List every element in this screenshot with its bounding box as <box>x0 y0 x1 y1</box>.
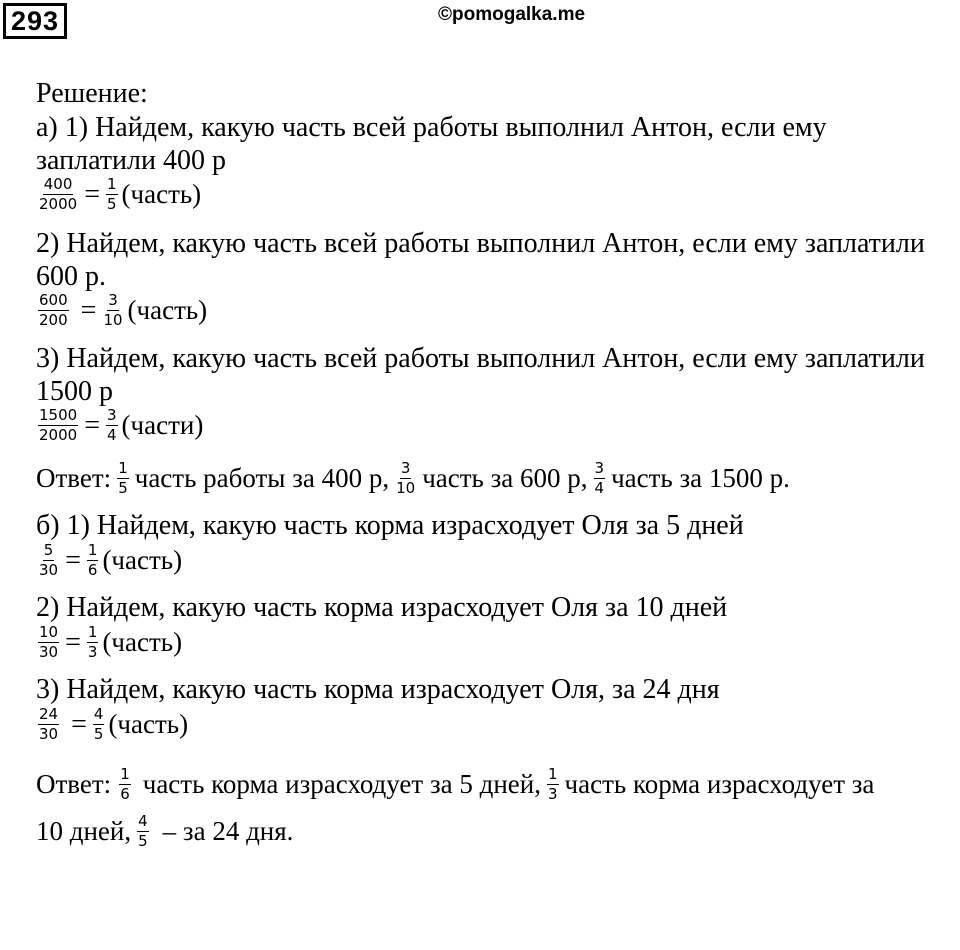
equals-sign: = <box>65 544 81 576</box>
equation-a2 <box>36 292 207 329</box>
numerator: 600 <box>39 291 68 309</box>
answer-fraction-2 <box>547 766 559 803</box>
numerator: 1 <box>106 175 117 193</box>
task-a3-line1: 3) Найдем, какую часть всей работы выполнил Антон, если ему заплатили <box>36 343 925 374</box>
denominator: 5 <box>93 725 104 743</box>
fraction-left <box>38 542 59 579</box>
task-b2: 2) Найдем, какую часть корма израсходует Оля за 10 дней <box>36 592 728 623</box>
numerator: 1 <box>547 765 558 783</box>
numerator: 1500 <box>39 406 78 424</box>
answer-fraction-1 <box>119 766 131 803</box>
answer-fraction-1 <box>117 460 129 497</box>
numerator: 5 <box>43 541 54 559</box>
numerator: 3 <box>594 459 605 477</box>
task-a2-line1: 2) Найдем, какую часть всей работы выполнил Антон, если ему заплатили <box>36 228 925 259</box>
equation-b1 <box>36 542 182 579</box>
unit-label: (часть) <box>108 709 189 739</box>
task-a2-line2: 600 р. <box>36 261 106 292</box>
fraction-right <box>93 706 105 743</box>
numerator: 3 <box>106 406 117 424</box>
fraction-right <box>87 542 99 579</box>
denominator: 10 <box>396 479 416 497</box>
equals-sign: = <box>84 409 100 441</box>
fraction-right <box>102 292 123 329</box>
equation-a1 <box>36 176 201 213</box>
denominator: 10 <box>103 311 123 329</box>
numerator: 10 <box>39 623 59 641</box>
equals-sign: = <box>80 294 97 326</box>
task-a3-line2: 1500 р <box>36 376 113 407</box>
answer-text-2: часть за 600 р, <box>422 463 588 493</box>
answer-text-1: часть корма израсходует за 5 дней, <box>142 769 541 799</box>
denominator: 200 <box>39 311 68 329</box>
denominator: 6 <box>120 785 130 803</box>
denominator: 2000 <box>39 195 78 213</box>
equals-sign: = <box>71 708 87 740</box>
answer-label: Ответ: <box>36 463 112 493</box>
denominator: 30 <box>39 561 59 579</box>
task-b1: б) 1) Найдем, какую часть корма израсходует Оля за 5 дней <box>36 510 744 541</box>
unit-label: (части) <box>121 410 204 440</box>
fraction-left <box>38 292 69 329</box>
unit-label: (часть) <box>121 179 202 209</box>
numerator: 3 <box>400 459 411 477</box>
fraction-right <box>87 624 99 661</box>
numerator: 1 <box>118 459 128 477</box>
solution-heading: Решение: <box>36 78 148 109</box>
equation-b2 <box>36 624 182 661</box>
task-b3: 3) Найдем, какую часть корма израсходует Оля, за 24 дня <box>36 674 720 705</box>
answer-fraction-2 <box>395 460 416 497</box>
numerator: 4 <box>93 705 104 723</box>
equation-a3 <box>36 407 203 444</box>
answer-text-2: часть корма израсходует за <box>564 769 875 799</box>
denominator: 5 <box>118 479 128 497</box>
equation-b3 <box>36 706 188 743</box>
unit-label: (часть) <box>102 627 183 657</box>
task-a1-line1: а) 1) Найдем, какую часть всей работы выполнил Антон, если ему <box>36 112 827 143</box>
denominator: 3 <box>547 785 558 803</box>
denominator: 5 <box>138 832 148 850</box>
denominator: 30 <box>39 643 59 661</box>
answer-fraction-3 <box>594 460 606 497</box>
denominator: 4 <box>106 426 117 444</box>
equals-sign: = <box>84 178 100 210</box>
problem-number-badge: 293 <box>3 3 67 39</box>
numerator: 400 <box>43 175 73 193</box>
answer-fraction-3 <box>137 813 149 850</box>
answer-text-3: 10 дней, <box>36 816 132 846</box>
unit-label: (часть) <box>102 545 183 575</box>
fraction-left <box>38 176 78 213</box>
unit-label: (часть) <box>127 295 208 325</box>
answer-b-line2 <box>36 813 293 850</box>
answer-label: Ответ: <box>36 769 112 799</box>
denominator: 6 <box>87 561 98 579</box>
fraction-right <box>106 176 118 213</box>
numerator: 4 <box>138 812 148 830</box>
denominator: 30 <box>39 725 59 743</box>
answer-a <box>36 460 790 497</box>
numerator: 24 <box>39 705 59 723</box>
equals-sign: = <box>65 626 81 658</box>
fraction-left <box>38 706 59 743</box>
denominator: 2000 <box>39 426 78 444</box>
numerator: 1 <box>87 623 98 641</box>
answer-text-1: часть работы за 400 р, <box>134 463 390 493</box>
answer-b-line1 <box>36 766 874 803</box>
numerator: 1 <box>120 765 130 783</box>
site-watermark: ©pomogalka.me <box>438 4 586 25</box>
task-a1-line2: заплатили 400 р <box>36 145 226 176</box>
fraction-left <box>38 624 59 661</box>
numerator: 3 <box>108 291 118 309</box>
answer-text-4: – за 24 дня. <box>162 816 294 846</box>
denominator: 5 <box>106 195 117 213</box>
fraction-right <box>106 407 118 444</box>
numerator: 1 <box>87 541 98 559</box>
denominator: 4 <box>594 479 605 497</box>
denominator: 3 <box>87 643 98 661</box>
fraction-left <box>38 407 78 444</box>
answer-text-3: часть за 1500 р. <box>611 463 790 493</box>
